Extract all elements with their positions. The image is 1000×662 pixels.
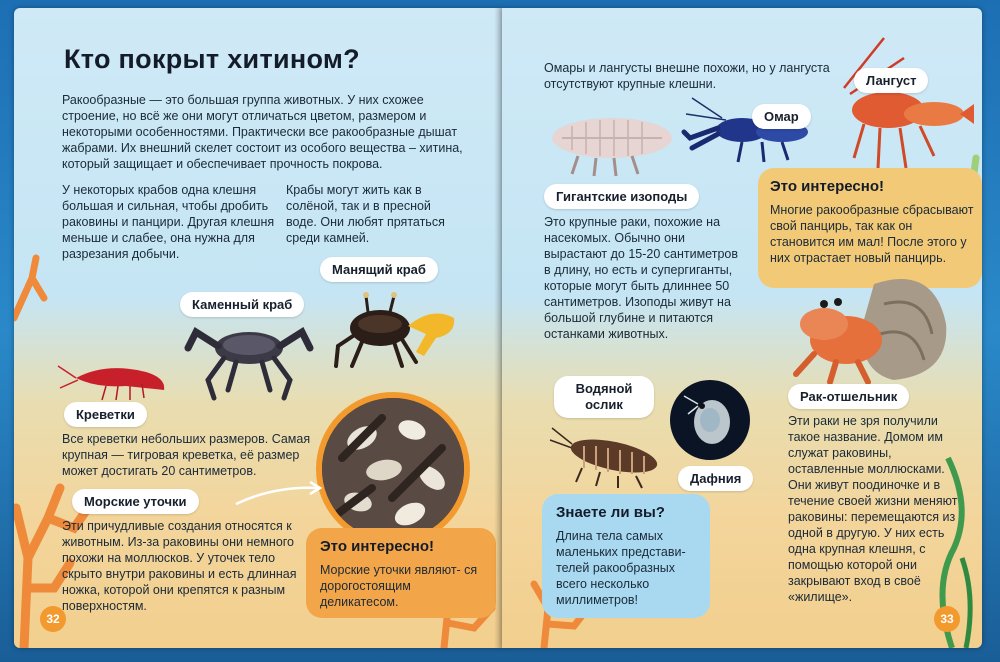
did-you-know-box xyxy=(542,494,710,618)
stone-crab-label: Каменный краб xyxy=(180,292,304,317)
fiddler-crab-image xyxy=(332,286,462,376)
interesting-text-right: Многие ракообразные сбрасывают свой панцирь, так как он становится им мал! После этого у них отрастает новый панцирь. xyxy=(770,203,974,265)
page-number-right: 33 xyxy=(934,606,960,632)
daphnia-label: Дафния xyxy=(678,466,753,491)
barnacles-paragraph: Эти причудливые создания относятся к животным. Из-за раковины они немного похожи на моллюсков. У уточек тело скрыто внутри раковины и есть длинная ножка, которой они крепятся к разным поверхностям. xyxy=(62,519,297,613)
page-number-left: 32 xyxy=(40,606,66,632)
water-louse-label: Водяной ослик xyxy=(554,376,654,418)
hermit-crab-image xyxy=(784,264,954,384)
left-page xyxy=(14,8,502,648)
interesting-text-left: Морские уточки являют- ся дорогостоящим деликатесом. xyxy=(320,563,478,609)
stone-crab-image xyxy=(184,318,314,403)
page-title: Кто покрыт хитином? xyxy=(64,44,360,74)
intro-paragraph: Ракообразные — это большая группа животных. У них схожее строение, но всё же они могут отличаться цветом, размером и некоторыми особенностями. Практически все ракообразные дышат жабрами. Их внешний скелет состоит из особого вещества – хитина, который защищает и обеспечивает прочность покрова. xyxy=(62,93,463,171)
fiddler-crab-label: Манящий краб xyxy=(320,257,438,282)
did-you-know-title: Знаете ли вы? xyxy=(556,504,665,521)
interesting-title-right: Это интересно! xyxy=(770,178,884,195)
interesting-title-left: Это интересно! xyxy=(320,538,434,555)
isopods-paragraph: Это крупные раки, похожие на насекомых. Обычно они вырастают до 15-20 сантиметров в длину, но есть и супергиганты, которые могут быть длиннее 50 сантиметров. Изоподы живут на большой глубине и питаются останками животных. xyxy=(544,215,738,341)
shrimp-label: Креветки xyxy=(64,402,147,427)
shrimp-paragraph: Все креветки небольших размеров. Самая крупная — тигровая креветка, её размер может достигать 20 сантиметров. xyxy=(62,432,311,478)
crab-claw-paragraph: У некоторых крабов одна клешня большая и сильная, чтобы дробить раковины и панцири. Другая клешня меньше и слабее, она нужна для разрезания добычи. xyxy=(62,183,275,261)
arrow-icon xyxy=(234,482,324,512)
interesting-box-left xyxy=(306,528,496,618)
barnacles-photo xyxy=(316,392,470,546)
spiny-lobster-label: Лангуст xyxy=(854,68,928,93)
giant-isopods-label: Гигантские изоподы xyxy=(544,184,699,209)
barnacles-label: Морские уточки xyxy=(72,489,199,514)
hermit-crab-label: Рак-отшельник xyxy=(788,384,909,409)
lobster-paragraph: Омары и лангусты внешне похожи, но у лангуста отсутствуют крупные клешни. xyxy=(544,61,830,91)
lobster-label: Омар xyxy=(752,104,811,129)
did-you-know-text: Длина тела самых маленьких представи- телей ракообразных всего несколько миллиметров! xyxy=(556,529,686,607)
giant-isopod-image xyxy=(542,108,682,178)
barnacles-image xyxy=(322,398,464,540)
water-louse-image xyxy=(542,418,672,488)
hermit-crab-paragraph: Эти раки не зря получили такое название. Домом им служат раковины, оставленные моллюсками. Они живут поодиночке и в течение своей жизни меняют раковины: перемещаются из одной в другую. У них есть одна крупная клешня, с помощью которой они закрывают вход в своё «жилище». xyxy=(788,414,958,604)
right-page xyxy=(502,8,982,648)
daphnia-image xyxy=(670,380,750,460)
spiny-lobster-image xyxy=(824,28,972,178)
shrimp-image xyxy=(66,358,176,403)
daphnia-photo xyxy=(670,380,750,460)
crab-habitat-paragraph: Крабы могут жить как в солёной, так и в пресной воде. Они любят прятаться среди камней. xyxy=(286,183,445,245)
